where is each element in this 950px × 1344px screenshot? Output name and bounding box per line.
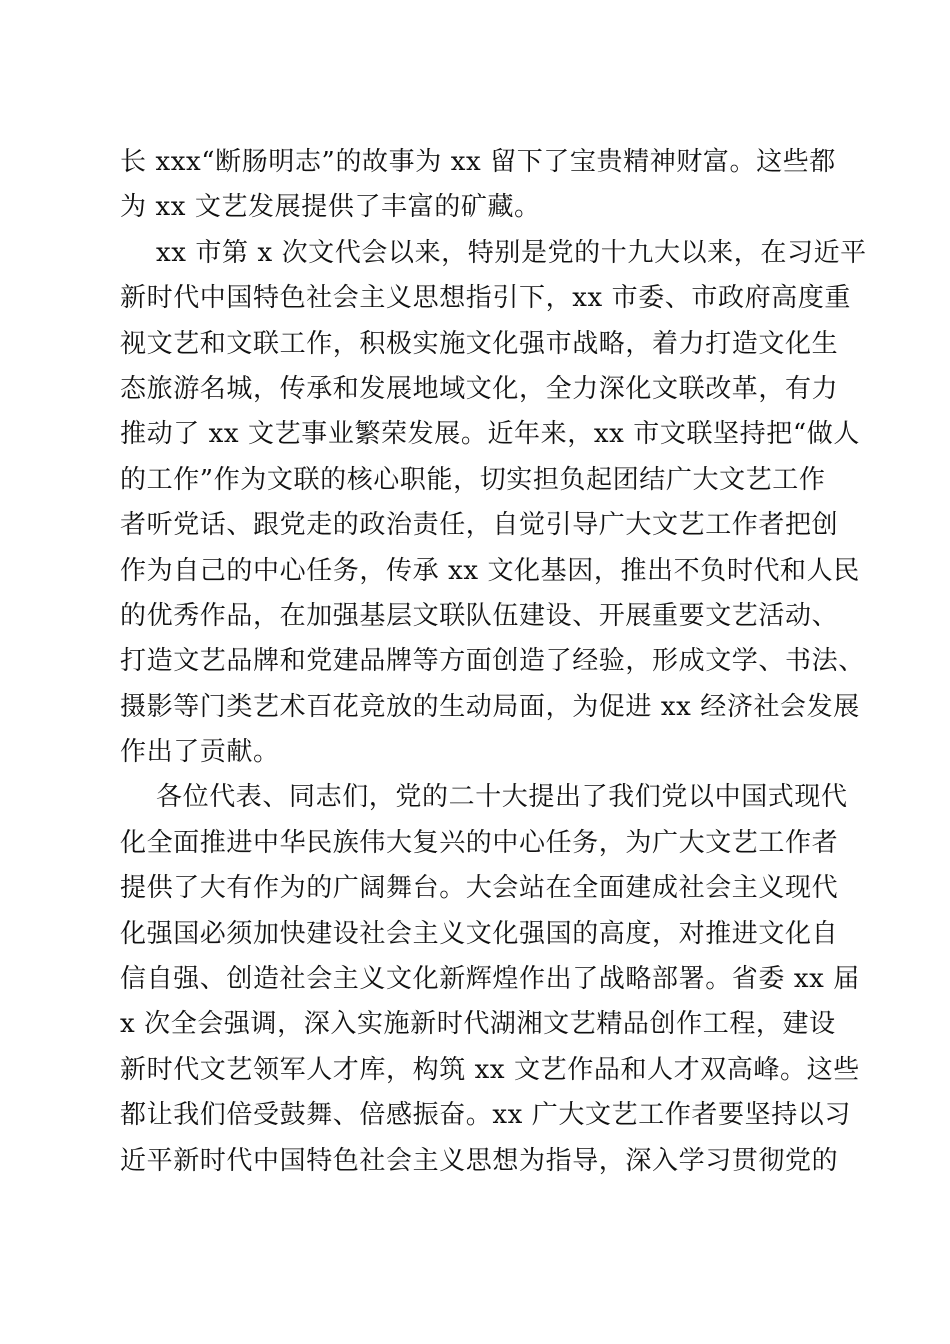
paragraph-line: 推动了 xx 文艺事业繁荣发展。近年来，xx 市文联坚持把“做人 — [120, 419, 860, 450]
paragraph-line: 态旅游名城，传承和发展地域文化，全力深化文联改革，有力 — [120, 373, 839, 404]
paragraph-line: 化全面推进中华民族伟大复兴的中心任务，为广大文艺工作者 — [120, 827, 839, 858]
paragraph-line: 信自强、创造社会主义文化新辉煌作出了战略部署。省委 xx 届 — [120, 964, 860, 995]
paragraph-line: 的工作”作为文联的核心职能，切实担负起团结广大文艺工作 — [120, 464, 826, 495]
paragraph-line: 各位代表、同志们，党的二十大提出了我们党以中国式现代 — [156, 782, 848, 813]
paragraph-line: 化强国必须加快建设社会主义文化强国的高度，对推进文化自 — [120, 918, 839, 949]
paragraph-line: 者听党话、跟党走的政治责任，自觉引导广大文艺工作者把创 — [120, 510, 839, 541]
paragraph-line: 为 xx 文艺发展提供了丰富的矿藏。 — [120, 192, 541, 223]
paragraph-3 — [120, 775, 860, 1184]
paragraph-line: 近平新时代中国特色社会主义思想为指导，深入学习贯彻党的 — [120, 1145, 839, 1176]
paragraph-1 — [120, 140, 836, 231]
paragraph-line: 长 xxx“断肠明志”的故事为 xx 留下了宝贵精神财富。这些都 — [120, 147, 836, 177]
paragraph-line: 提供了大有作为的广阔舞台。大会站在全面建成社会主义现代 — [120, 873, 839, 904]
paragraph-line: x 次全会强调，深入实施新时代湖湘文艺精品创作工程，建设 — [120, 1009, 836, 1040]
paragraph-line: 作为自己的中心任务，传承 xx 文化基因，推出不负时代和人民 — [120, 555, 860, 586]
paragraph-line: 的优秀作品，在加强基层文联队伍建设、开展重要文艺活动、 — [120, 600, 839, 631]
paragraph-line: 作出了贡献。 — [120, 737, 280, 768]
paragraph-line: 都让我们倍受鼓舞、倍感振奋。xx 广大文艺工作者要坚持以习 — [120, 1100, 851, 1131]
paragraph-line: 摄影等门类艺术百花竞放的生动局面，为促进 xx 经济社会发展 — [120, 691, 860, 722]
paragraph-2 — [120, 231, 867, 776]
paragraph-line: 新时代文艺领军人才库，构筑 xx 文艺作品和人才双高峰。这些 — [120, 1054, 860, 1085]
paragraph-line: 新时代中国特色社会主义思想指引下，xx 市委、市政府高度重 — [120, 283, 851, 314]
document-body — [120, 140, 867, 1184]
paragraph-line: xx 市第 x 次文代会以来，特别是党的十九大以来，在习近平 — [156, 237, 867, 268]
paragraph-line: 视文艺和文联工作，积极实施文化强市战略，着力打造文化生 — [120, 328, 839, 359]
paragraph-line: 打造文艺品牌和党建品牌等方面创造了经验，形成文学、书法、 — [120, 646, 865, 677]
